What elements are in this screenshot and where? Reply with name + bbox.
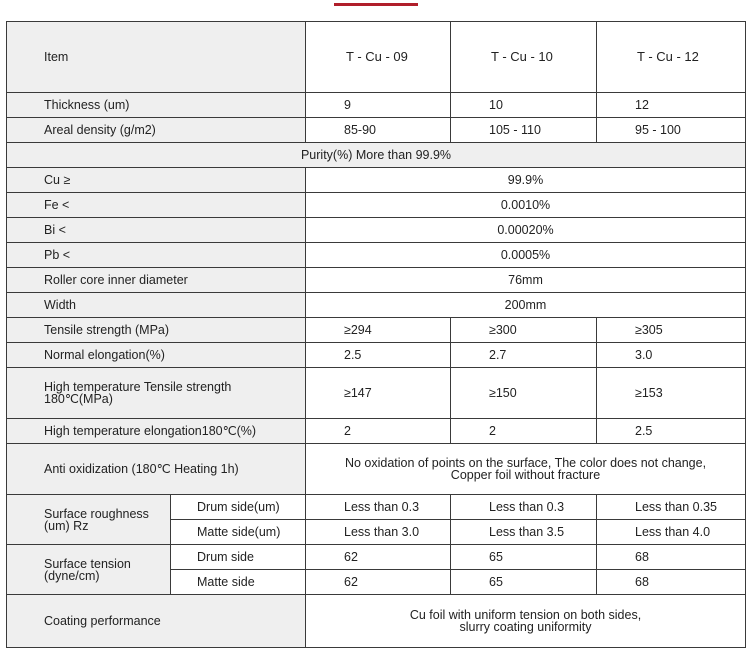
cell-value: ≥300: [451, 318, 597, 343]
sub-label: Matte side(um): [171, 520, 306, 545]
cell-value: 65: [451, 570, 597, 595]
table-row-thickness: [7, 93, 746, 118]
cell-value-line: slurry coating uniformity: [459, 620, 592, 634]
table-row-anti-oxidization: [7, 444, 746, 495]
table-row-bi: [7, 218, 746, 243]
cell-value: 68: [597, 570, 746, 595]
table-row-roughness-drum: [7, 495, 746, 520]
cell-value: 62: [306, 570, 451, 595]
table-header-row: [7, 22, 746, 93]
cell-value: 65: [451, 545, 597, 570]
table-row-pb: [7, 243, 746, 268]
cell-value: Less than 3.0: [306, 520, 451, 545]
cell-value: 85-90: [306, 118, 451, 143]
cell-value: ≥147: [306, 368, 451, 419]
cell-value: 2: [306, 419, 451, 444]
cell-value: [306, 595, 746, 648]
table-row-fe: [7, 193, 746, 218]
row-label: Width: [7, 293, 306, 318]
cell-value: 76mm: [306, 268, 746, 293]
row-label: Fe <: [7, 193, 306, 218]
sub-label: Drum side: [171, 545, 306, 570]
row-label-line: (dyne/cm): [44, 568, 100, 583]
cell-value: 2.5: [597, 419, 746, 444]
cell-value: ≥150: [451, 368, 597, 419]
header-col-2: T - Cu - 10: [451, 22, 597, 93]
cell-value: ≥294: [306, 318, 451, 343]
row-label: Anti oxidization (180℃ Heating 1h): [7, 444, 306, 495]
header-item: Item: [7, 22, 306, 93]
cell-value: 9: [306, 93, 451, 118]
cell-value: 62: [306, 545, 451, 570]
cell-value-line: Copper foil without fracture: [450, 468, 601, 482]
cell-value: 105 - 110: [451, 118, 597, 143]
cell-value: 0.00020%: [306, 218, 746, 243]
table-row-elongation: [7, 343, 746, 368]
cell-value: Less than 4.0: [597, 520, 746, 545]
sub-label: Drum side(um): [171, 495, 306, 520]
row-group-label: [7, 545, 171, 595]
cell-value: 0.0005%: [306, 243, 746, 268]
cell-value: Less than 0.3: [306, 495, 451, 520]
row-label: [7, 368, 306, 419]
cell-value: 10: [451, 93, 597, 118]
row-label: Coating performance: [7, 595, 306, 648]
row-label: Normal elongation(%): [7, 343, 306, 368]
title-accent-bar: [334, 3, 418, 6]
row-label-line: Surface roughness: [44, 506, 149, 521]
cell-value: Less than 0.3: [451, 495, 597, 520]
row-label: Areal density (g/m2): [7, 118, 306, 143]
table-row-areal-density: [7, 118, 746, 143]
cell-value: 2.5: [306, 343, 451, 368]
cell-value-line: No oxidation of points on the surface, The color does not change,: [344, 456, 707, 470]
cell-value: 12: [597, 93, 746, 118]
purity-heading: Purity(%) More than 99.9%: [7, 143, 746, 168]
cell-value-line: Cu foil with uniform tension on both sides,: [409, 608, 642, 622]
cell-value: ≥153: [597, 368, 746, 419]
header-col-3: T - Cu - 12: [597, 22, 746, 93]
row-group-label: [7, 495, 171, 545]
table-row-purity: [7, 143, 746, 168]
table-row-cu: [7, 168, 746, 193]
table-row-coating: [7, 595, 746, 648]
table-row-ht-elongation: [7, 419, 746, 444]
row-label: Thickness (um): [7, 93, 306, 118]
cell-value: 200mm: [306, 293, 746, 318]
row-label-line: Surface tension: [44, 556, 131, 571]
cell-value: 2.7: [451, 343, 597, 368]
header-col-1: T - Cu - 09: [306, 22, 451, 93]
table-row-tensile: [7, 318, 746, 343]
row-label-line: 180℃(MPa): [44, 392, 113, 406]
sub-label: Matte side: [171, 570, 306, 595]
table-row-roller: [7, 268, 746, 293]
cell-value: 99.9%: [306, 168, 746, 193]
row-label-line: (um) Rz: [44, 518, 89, 533]
cell-value: ≥305: [597, 318, 746, 343]
table-row-width: [7, 293, 746, 318]
row-label: Roller core inner diameter: [7, 268, 306, 293]
row-label: Bi <: [7, 218, 306, 243]
cell-value: Less than 0.35: [597, 495, 746, 520]
row-label: Cu ≥: [7, 168, 306, 193]
table-row-ht-tensile: [7, 368, 746, 419]
spec-table: [6, 21, 746, 648]
cell-value: 2: [451, 419, 597, 444]
cell-value: 0.0010%: [306, 193, 746, 218]
cell-value: 68: [597, 545, 746, 570]
row-label: High temperature elongation180℃(%): [7, 419, 306, 444]
row-label-line: High temperature Tensile strength: [44, 380, 232, 394]
cell-value: [306, 444, 746, 495]
table-row-tension-drum: [7, 545, 746, 570]
cell-value: Less than 3.5: [451, 520, 597, 545]
row-label: Pb <: [7, 243, 306, 268]
cell-value: 3.0: [597, 343, 746, 368]
row-label: Tensile strength (MPa): [7, 318, 306, 343]
cell-value: 95 - 100: [597, 118, 746, 143]
